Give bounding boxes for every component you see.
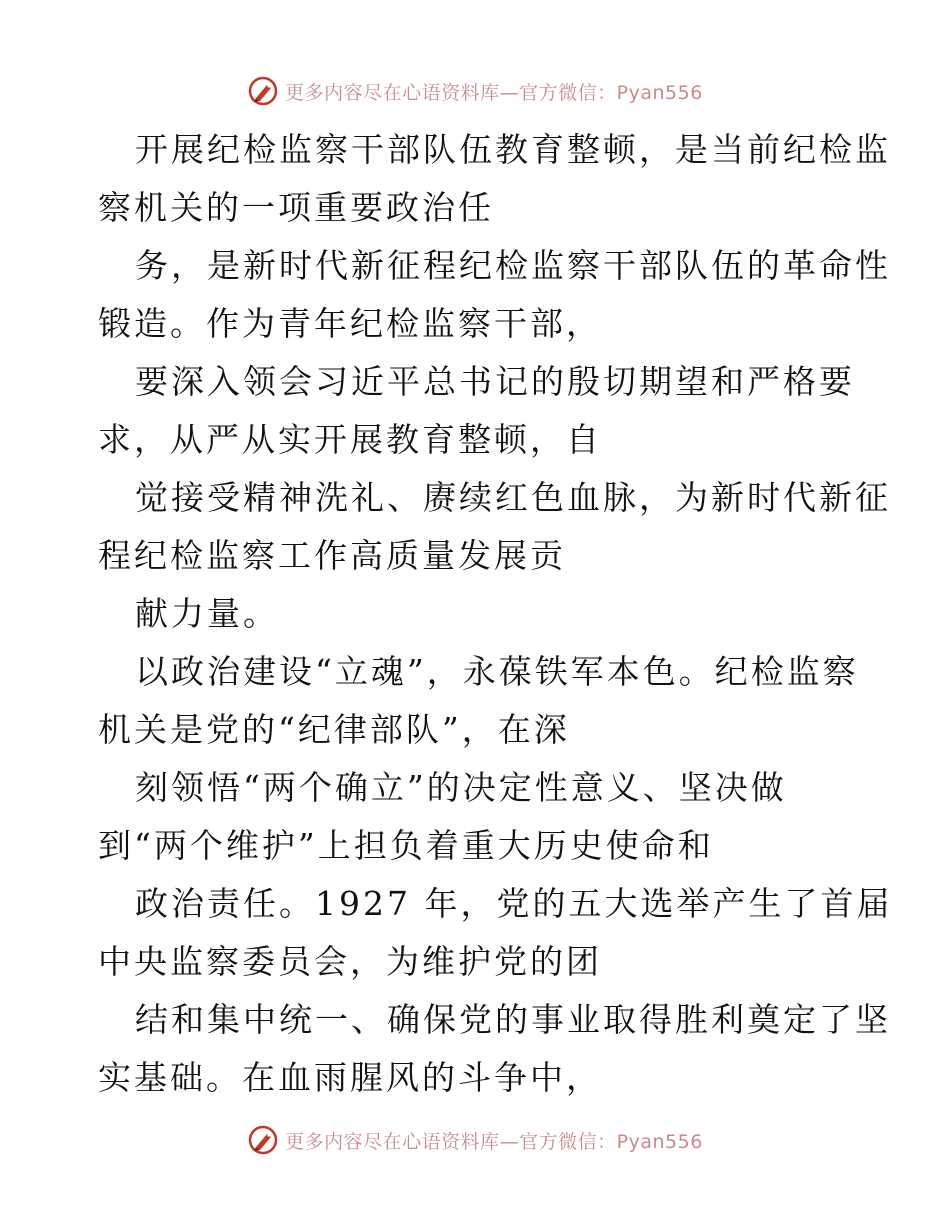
body-line: 觉接受精神洗礼、赓续红色血脉，为新时代新征 [135,478,891,517]
footer-watermark [0,1120,950,1160]
watermark-text: 更多内容尽在心语资料库—官方微信：Pyan556 [285,1130,703,1153]
pen-logo-icon [247,1124,279,1156]
body-line: 中央监察委员会，为维护党的团 [98,942,602,981]
watermark-text: 更多内容尽在心语资料库—官方微信：Pyan556 [285,81,703,104]
body-line: 务，是新时代新征程纪检监察干部队伍的革命性 [135,246,891,285]
body-line: 献力量。 [135,594,279,633]
body-line: 以政治建设“立魂”，永葆铁军本色。纪检监察 [135,652,859,691]
pen-logo-icon [247,75,279,107]
header-watermark [0,71,950,111]
body-line: 机关是党的“纪律部队”，在深 [98,710,570,749]
body-line: 结和集中统一、确保党的事业取得胜利奠定了坚 [135,1000,891,1039]
body-line: 到“两个维护”上担负着重大历史使命和 [98,826,714,865]
body-line: 要深入领会习近平总书记的殷切期望和严格要 [135,362,855,401]
body-line: 刻领悟“两个确立”的决定性意义、坚决做 [135,768,787,807]
body-line: 程纪检监察工作高质量发展贡 [98,536,566,575]
body-line: 实基础。在血雨腥风的斗争中， [98,1058,602,1097]
body-line: 开展纪检监察干部队伍教育整顿，是当前纪检监 [135,130,891,169]
body-line: 政治责任。1927 年，党的五大选举产生了首届 [135,884,893,923]
body-line: 察机关的一项重要政治任 [98,188,494,227]
body-line: 锻造。作为青年纪检监察干部， [98,304,602,343]
body-line: 求，从严从实开展教育整顿，自 [98,420,602,459]
